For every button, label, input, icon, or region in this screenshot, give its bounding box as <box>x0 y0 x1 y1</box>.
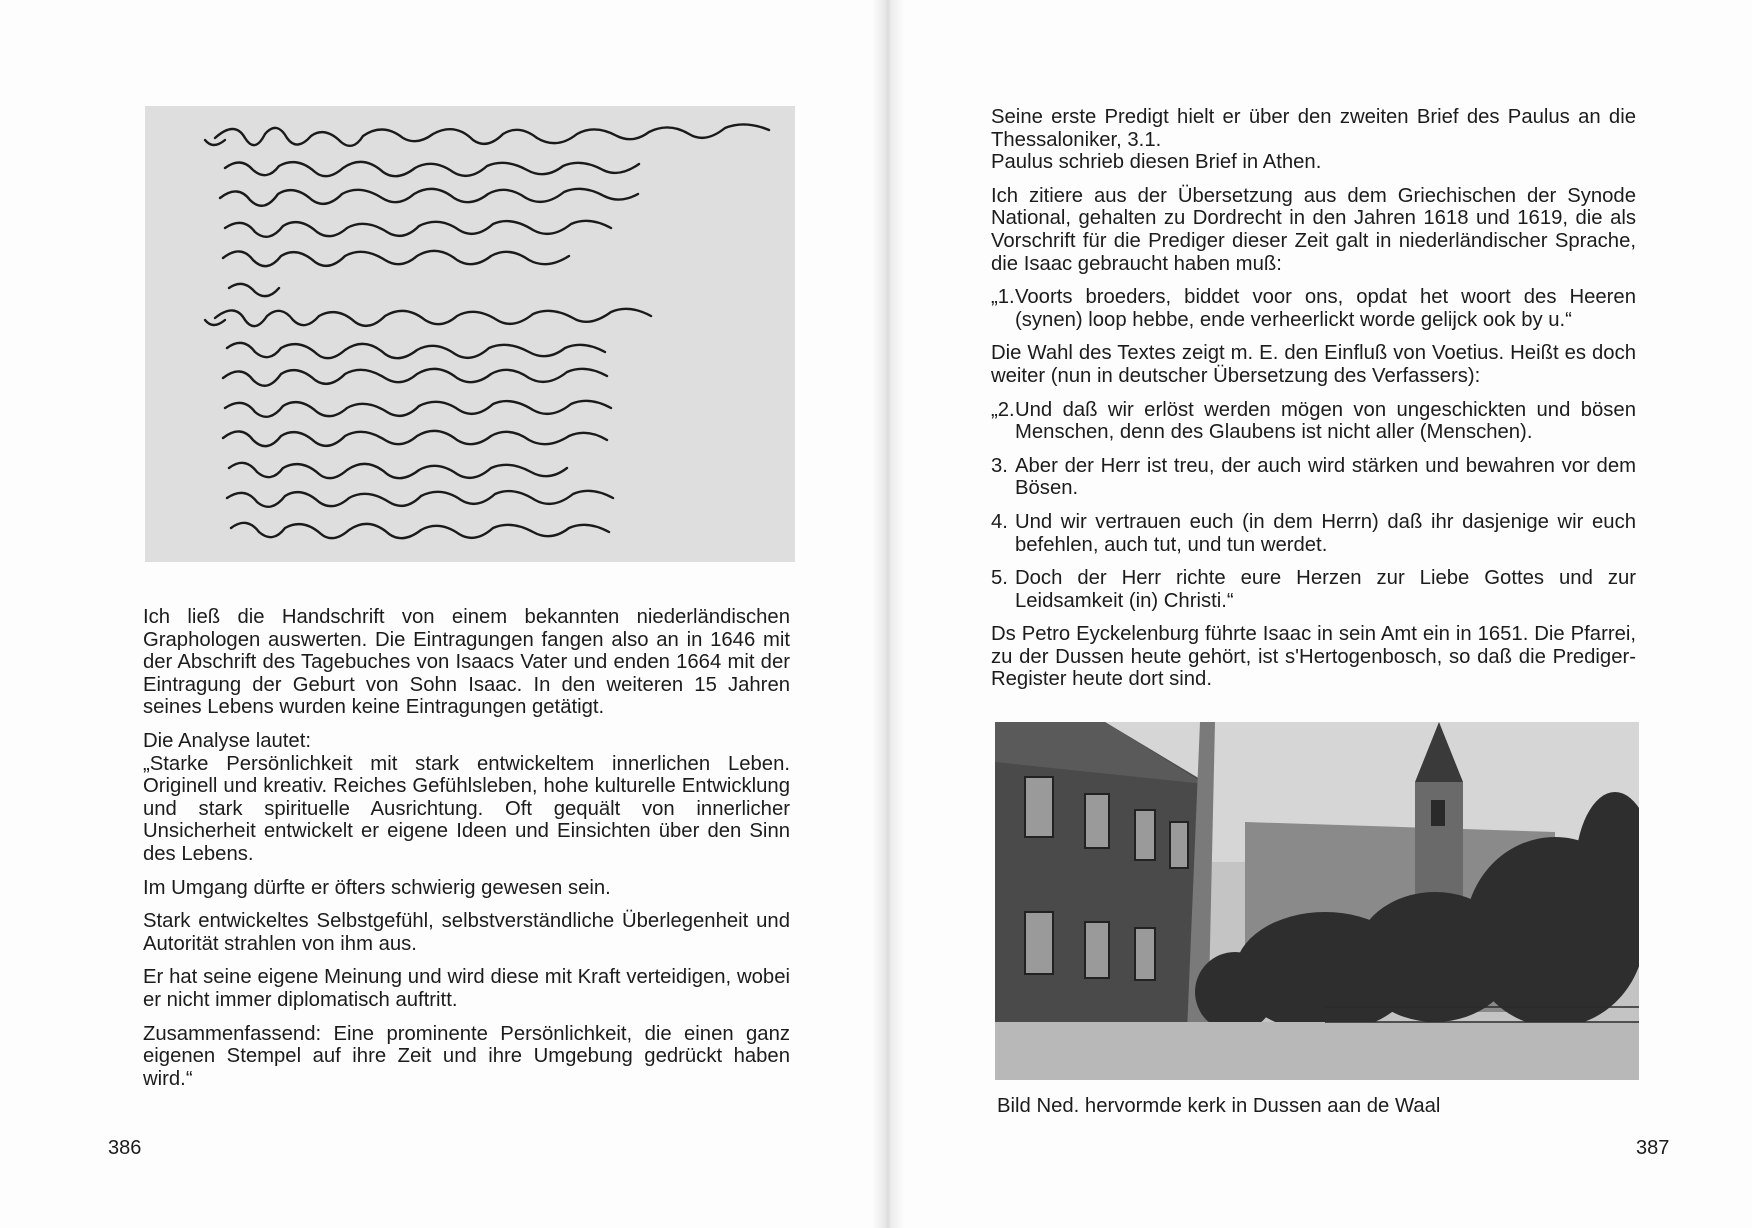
paragraph-zusammenfassend: Zusammenfassend: Eine prominente Persönlichkeit, die einen ganz eigenen Stempel auf ihre Zeit und ihre Umgebung gedrückt haben wird.“ <box>143 1022 790 1090</box>
paragraph-analysis-quote: „Starke Persönlichkeit mit stark entwickeltem innerlichen Leben. Originell und kreativ. Reiches Gefühlsleben, hohe kulturelle Entwicklung und stark spirituelle Ausrichtung. Oft gequält von innerlicher Unsicherheit entwickelt er eigene Ideen und Einsichten über den Sinn des Lebens. <box>143 752 790 865</box>
paragraph-umgang: Im Umgang dürfte er öfters schwierig gewesen sein. <box>143 876 611 899</box>
paragraph-translation: Ich zitiere aus der Übersetzung aus dem Griechischen der Synode National, gehalten zu Dordrecht in den Jahren 1618 und 1619, die als Vorschrift für die Prediger dieser Zeit galt in niederländischer Sprache, die Isaac gebraucht haben muß: <box>991 184 1636 275</box>
quote-item-4-text: Und wir vertrauen euch (in dem Herrn) daß ihr dasjenige wir euch befehlen, auch tut, und tun werdet. <box>1015 510 1636 556</box>
page-number-right: 387 <box>1636 1137 1670 1159</box>
paragraph-athens: Paulus schrieb diesen Brief in Athen. <box>991 151 1322 174</box>
paragraph-meinung: Er hat seine eigene Meinung und wird diese mit Kraft verteidigen, wobei er nicht immer diplomatisch auftritt. <box>143 966 790 1011</box>
quote-item-2 <box>991 399 1636 444</box>
quote-item-1-text: Voorts broeders, biddet voor ons, opdat het woort des Heeren (synen) loop hebbe, ende verheerlickt worde gelijck ook by u.“ <box>1015 286 1636 331</box>
quote-item-2-text: Und daß wir erlöst werden mögen von ungeschickten und bösen Menschen, denn des Glaubens ist nicht aller (Menschen). <box>1015 398 1636 444</box>
quote-item-1 <box>991 286 1636 331</box>
quote-item-4 <box>991 511 1636 556</box>
quote-item-1-number: „1. <box>991 286 1015 309</box>
quote-item-5 <box>991 567 1636 612</box>
church-photo <box>995 722 1639 1080</box>
manuscript-image <box>145 106 795 562</box>
quote-item-5-text: Doch der Herr richte eure Herzen zur Liebe Gottes und zur Leidsamkeit (in) Christi.“ <box>1015 567 1636 612</box>
church-illustration <box>995 722 1639 1080</box>
paragraph-selbstgefuehl: Stark entwickeltes Selbstgefühl, selbstverständliche Überlegenheit und Autorität strahlen von ihm aus. <box>143 910 790 955</box>
paragraph-eyckelenburg: Ds Petro Eyckelenburg führte Isaac in sein Amt ein in 1651. Die Pfarrei, zu der Dussen heute gehört, ist s'Hertogenbosch, so daß die Prediger-Register heute dort sind. <box>991 623 1636 691</box>
quote-item-2-number: „2. <box>991 398 1015 421</box>
book-gutter <box>872 0 904 1228</box>
quote-item-4-number: 4. <box>991 510 1008 533</box>
right-text-column <box>991 106 1636 702</box>
paragraph-analysis-intro: Die Analyse lautet: <box>143 729 311 752</box>
quote-item-3-number: 3. <box>991 454 1008 477</box>
page-number-left: 386 <box>108 1137 142 1159</box>
paragraph-graphologist: Ich ließ die Handschrift von einem bekannten niederländischen Graphologen auswerten. Die Eintragungen fangen also an in 1646 mit der Abschrift des Tagebuches von Isaacs Vater und enden 1664 mit der Eintragung der Geburt von Sohn Isaac. In den weiteren 15 Jahren seines Lebens wurden keine Eintragungen getätigt. <box>143 606 790 719</box>
quote-item-3-text: Aber der Herr ist treu, der auch wird stärken und bewahren vor dem Bösen. <box>1015 454 1636 500</box>
left-text-column <box>143 606 790 1101</box>
quote-item-3 <box>991 455 1636 500</box>
paragraph-first-sermon: Seine erste Predigt hielt er über den zweiten Brief des Paulus an die Thessaloniker, 3.1. <box>991 106 1636 151</box>
paragraph-wahl: Die Wahl des Textes zeigt m. E. den Einfluß von Voetius. Heißt es doch weiter (nun in deutscher Übersetzung des Verfassers): <box>991 342 1636 387</box>
handwriting-scribbles <box>145 106 795 562</box>
church-photo-caption: Bild Ned. hervormde kerk in Dussen aan de Waal <box>997 1095 1441 1117</box>
quote-item-5-number: 5. <box>991 567 1008 590</box>
